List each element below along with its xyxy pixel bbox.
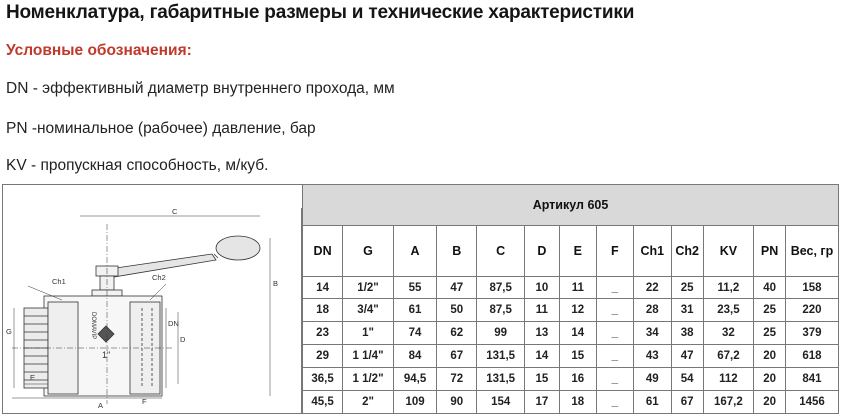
- table-cell: 36,5: [303, 368, 343, 391]
- col-b: B: [437, 225, 477, 276]
- table-cell: _: [596, 391, 633, 414]
- col-pn: PN: [754, 225, 786, 276]
- table-cell: 23: [303, 322, 343, 345]
- table-cell: 32: [703, 322, 754, 345]
- table-cell: 22: [633, 276, 671, 299]
- table-cell: 15: [559, 345, 596, 368]
- valve-drawing: [2, 208, 302, 414]
- table-cell: 618: [785, 345, 838, 368]
- table-cell: 17: [524, 391, 559, 414]
- dim-f-label: F: [142, 397, 147, 406]
- dim-c-label: C: [172, 208, 178, 216]
- table-cell: 20: [754, 345, 786, 368]
- table-cell: 47: [671, 345, 703, 368]
- table-cell: 131,5: [477, 345, 525, 368]
- size-mark-label: 1": [102, 350, 111, 360]
- table-row: [303, 299, 839, 322]
- table-row: [303, 345, 839, 368]
- dim-ch1-label: Ch1: [52, 277, 66, 286]
- table-cell: 20: [754, 368, 786, 391]
- col-a: A: [393, 225, 436, 276]
- dim-a-label: A: [98, 401, 104, 410]
- table-cell: 1 1/2": [343, 368, 394, 391]
- table-cell: 1456: [785, 391, 838, 414]
- table-cell: 16: [559, 368, 596, 391]
- table-cell: 67: [437, 345, 477, 368]
- col-d: D: [524, 225, 559, 276]
- table-cell: _: [596, 345, 633, 368]
- table-cell: 2": [343, 391, 394, 414]
- table-cell: 40: [754, 276, 786, 299]
- table-cell: 25: [754, 322, 786, 345]
- table-cell: 62: [437, 322, 477, 345]
- dim-e-label: E: [30, 373, 36, 382]
- col-ch2: Ch2: [671, 225, 703, 276]
- table-cell: 47: [437, 276, 477, 299]
- col-dn: DN: [303, 225, 343, 276]
- table-cell: 55: [393, 276, 436, 299]
- table-cell: 61: [393, 299, 436, 322]
- table-cell: 18: [559, 391, 596, 414]
- table-row: [303, 368, 839, 391]
- table-cell: 220: [785, 299, 838, 322]
- table-cell: 23,5: [703, 299, 754, 322]
- col-ch1: Ch1: [633, 225, 671, 276]
- legend-pn: PN -номинальное (рабочее) давление, бар: [6, 120, 316, 137]
- table-cell: 15: [524, 368, 559, 391]
- col-weight: Вес, гр: [785, 225, 838, 276]
- table-cell: 20: [754, 391, 786, 414]
- col-e: E: [559, 225, 596, 276]
- table-cell: 167,2: [703, 391, 754, 414]
- table-cell: 10: [524, 276, 559, 299]
- valve-handle: [102, 236, 260, 278]
- spec-table: [302, 184, 839, 414]
- valve-body: [24, 296, 162, 396]
- table-cell: 14: [524, 345, 559, 368]
- table-cell: 25: [754, 299, 786, 322]
- table-cell: 112: [703, 368, 754, 391]
- table-cell: 67,2: [703, 345, 754, 368]
- table-cell: 49: [633, 368, 671, 391]
- table-cell: 18: [303, 299, 343, 322]
- table-cell: 13: [524, 322, 559, 345]
- table-cell: 84: [393, 345, 436, 368]
- dim-ch2-label: Ch2: [152, 273, 166, 282]
- table-cell: 25: [671, 276, 703, 299]
- table-cell: 1/2": [343, 276, 394, 299]
- legend-dn: DN - эффективный диаметр внутреннего прохода, мм: [6, 80, 395, 97]
- article-header: Артикул 605: [303, 185, 839, 226]
- table-cell: 61: [633, 391, 671, 414]
- brand-mark-label: DOMAVIP: [90, 312, 96, 340]
- table-cell: 1": [343, 322, 394, 345]
- table-cell: 12: [559, 299, 596, 322]
- table-cell: 67: [671, 391, 703, 414]
- table-cell: 99: [477, 322, 525, 345]
- dim-b-label: B: [273, 279, 279, 288]
- table-row: [303, 322, 839, 345]
- legend-heading: Условные обозначения:: [6, 42, 192, 59]
- table-cell: 74: [393, 322, 436, 345]
- dim-g-label: G: [6, 327, 12, 336]
- table-cell: 11: [559, 276, 596, 299]
- table-cell: 87,5: [477, 299, 525, 322]
- table-cell: 28: [633, 299, 671, 322]
- table-cell: 45,5: [303, 391, 343, 414]
- table-cell: 154: [477, 391, 525, 414]
- table-cell: 54: [671, 368, 703, 391]
- table-cell: _: [596, 299, 633, 322]
- dim-d-label: D: [180, 335, 186, 344]
- column-header-row: [303, 225, 839, 276]
- table-cell: 11: [524, 299, 559, 322]
- table-cell: 3/4": [343, 299, 394, 322]
- col-c: C: [477, 225, 525, 276]
- table-cell: 379: [785, 322, 838, 345]
- spec-body: [303, 276, 839, 413]
- article-row: [303, 185, 839, 226]
- table-cell: 841: [785, 368, 838, 391]
- table-cell: 72: [437, 368, 477, 391]
- table-row: [303, 276, 839, 299]
- dim-dn-label: DN: [168, 319, 179, 328]
- table-cell: 109: [393, 391, 436, 414]
- table-cell: _: [596, 322, 633, 345]
- col-g: G: [343, 225, 394, 276]
- table-row: [303, 391, 839, 414]
- col-f: F: [596, 225, 633, 276]
- table-cell: _: [596, 276, 633, 299]
- table-cell: 43: [633, 345, 671, 368]
- table-cell: 11,2: [703, 276, 754, 299]
- col-kv: KV: [703, 225, 754, 276]
- table-cell: 14: [303, 276, 343, 299]
- legend-kv: KV - пропускная способность, м/куб.: [6, 157, 269, 174]
- table-cell: 38: [671, 322, 703, 345]
- table-cell: 34: [633, 322, 671, 345]
- table-cell: 50: [437, 299, 477, 322]
- table-cell: 158: [785, 276, 838, 299]
- table-cell: 94,5: [393, 368, 436, 391]
- table-cell: 1 1/4": [343, 345, 394, 368]
- table-cell: 90: [437, 391, 477, 414]
- table-cell: 29: [303, 345, 343, 368]
- page-title: Номенклатура, габаритные размеры и технические характеристики: [6, 2, 635, 23]
- table-cell: 31: [671, 299, 703, 322]
- table-cell: _: [596, 368, 633, 391]
- table-cell: 131,5: [477, 368, 525, 391]
- table-cell: 14: [559, 322, 596, 345]
- table-cell: 87,5: [477, 276, 525, 299]
